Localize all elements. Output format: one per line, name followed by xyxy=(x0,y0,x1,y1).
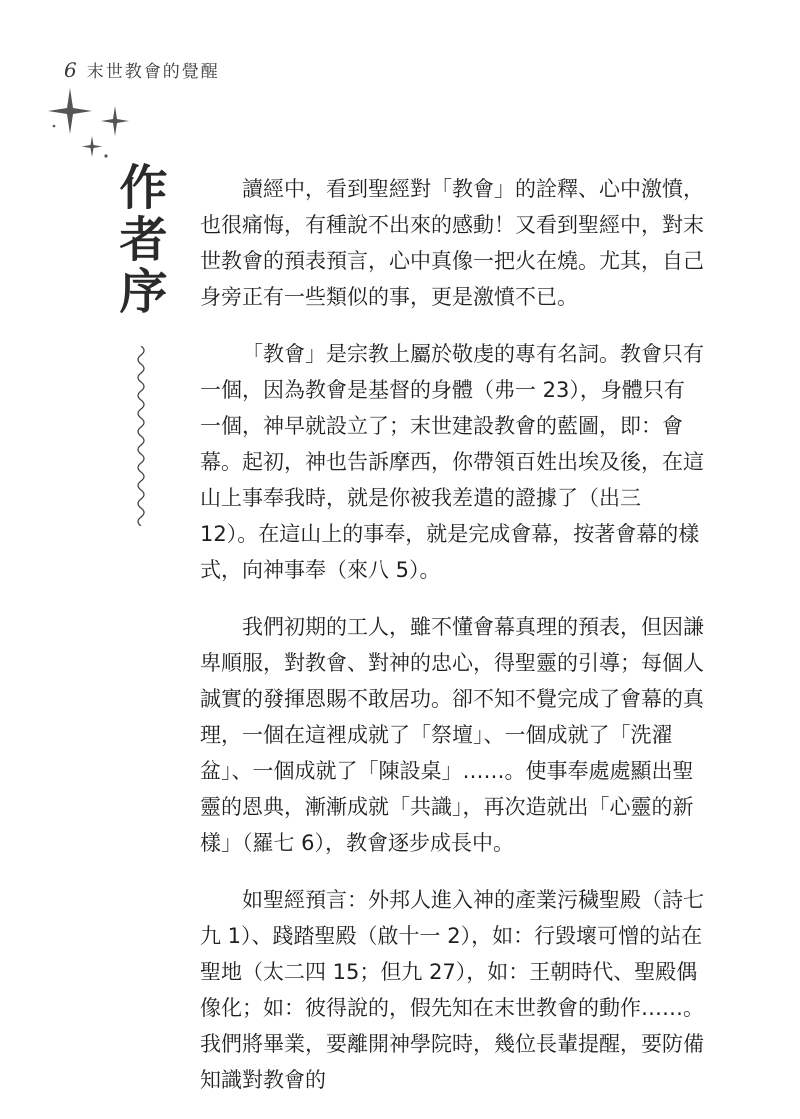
paragraph: 「教會」是宗教上屬於敬虔的專有名詞。教會只有一個，因為教會是基督的身體（弗一 23），身體只有一個，神早就設立了；末世建設教會的藍圖，即：會幕。起初，神也告訴摩西，你帶領百姓出埃及後，在這山上事奉我時，就是你被我差遣的證據了（出三 12）。在這山上的事奉，就是完成會幕，按著會幕的樣式，向神事奉（來八 5）。 xyxy=(200,342,704,582)
paragraph: 我們初期的工人，雖不懂會幕真理的預表，但因謙卑順服，對教會、對神的忠心，得聖靈的引導；每個人誠實的發揮恩賜不敢居功。卻不知不覺完成了會幕的真理，一個在這裡成就了「祭壇」、一個成就了「洗濯盆」、一個成就了「陳設桌」……。使事奉處處顯出聖靈的恩典，漸漸成就「共識」，再次造就出「心靈的新樣」（羅七 6），教會逐步成長中。 xyxy=(200,615,704,855)
section-title: 作者序 xyxy=(111,162,167,318)
paragraph: 如聖經預言：外邦人進入神的產業污穢聖殿（詩七九 1）、踐踏聖殿（啟十一 2），如：行毀壞可憎的站在聖地（太二四 15；但九 27），如：王朝時代、聖殿偶像化；如：彼得說的，假先知在末世教會的動作……。我們將畢業，要離開神學院時，幾位長輩提醒，要防備知識對教會的 xyxy=(200,888,704,1092)
paragraph: 讀經中，看到聖經對「教會」的詮釋、心中激憤，也很痛悔，有種說不出來的感動！又看到聖經中，對末世教會的預表預言，心中真像一把火在燒。尤其，自己身旁正有一些類似的事，更是激憤不已。 xyxy=(200,177,704,309)
preface-body xyxy=(200,171,705,1119)
book-title: 末世教會的覺醒 xyxy=(86,62,220,82)
running-header xyxy=(64,57,220,87)
page-number: 6 xyxy=(64,58,77,82)
wavy-rule-icon xyxy=(131,346,151,526)
